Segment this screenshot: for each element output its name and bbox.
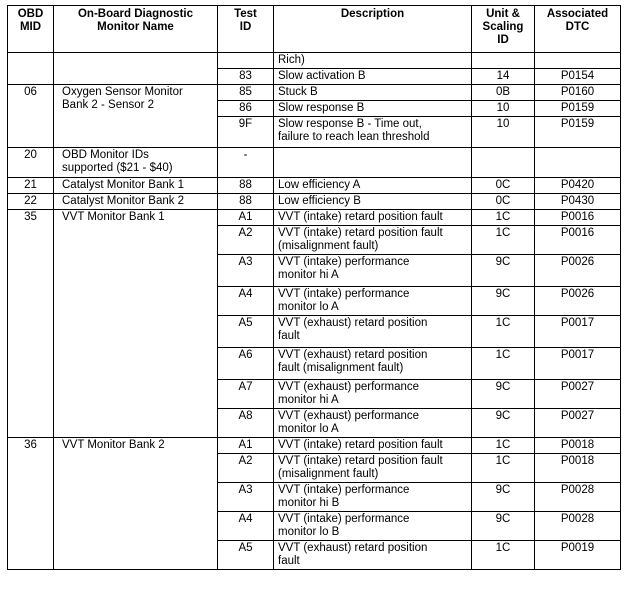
- cell-dtc: P0028: [535, 512, 621, 541]
- cell-description: Stuck B: [274, 85, 472, 101]
- cell-mid: 21: [8, 178, 54, 194]
- cell-monitor: Catalyst Monitor Bank 1: [54, 178, 218, 194]
- cell-test-id: A7: [218, 380, 274, 409]
- cell-test-id: 88: [218, 194, 274, 210]
- cell-test-id: A3: [218, 255, 274, 287]
- cell-mid: 06: [8, 85, 54, 148]
- cell-mid: 35: [8, 210, 54, 438]
- cell-description: VVT (exhaust) retard position fault: [274, 316, 472, 348]
- cell-dtc: P0018: [535, 454, 621, 483]
- cell-unit: 9C: [472, 287, 535, 316]
- header-row: [8, 6, 621, 53]
- cell-unit: 1C: [472, 438, 535, 454]
- cell-test-id: A3: [218, 483, 274, 512]
- cell-monitor: VVT Monitor Bank 2: [54, 438, 218, 570]
- header-unit-scaling: Unit & Scaling ID: [472, 6, 535, 53]
- cell-unit: 1C: [472, 348, 535, 380]
- cell-unit: 0C: [472, 178, 535, 194]
- cell-unit: 10: [472, 101, 535, 117]
- cell-dtc: P0017: [535, 316, 621, 348]
- cell-unit: [472, 148, 535, 178]
- cell-description: VVT (intake) performance monitor lo B: [274, 512, 472, 541]
- cell-test-id: A1: [218, 210, 274, 226]
- cell-dtc: P0026: [535, 255, 621, 287]
- cell-mid: 20: [8, 148, 54, 178]
- cell-description: Slow response B: [274, 101, 472, 117]
- table-row: [8, 85, 621, 101]
- cell-description: Slow activation B: [274, 69, 472, 85]
- cell-description: VVT (intake) performance monitor hi A: [274, 255, 472, 287]
- cell-dtc: P0016: [535, 226, 621, 255]
- cell-dtc: P0017: [535, 348, 621, 380]
- cell-description: VVT (intake) retard position fault (misalignment fault): [274, 226, 472, 255]
- cell-test-id: A5: [218, 541, 274, 570]
- table-row: [8, 210, 621, 226]
- cell-description: VVT (exhaust) retard position fault (misalignment fault): [274, 348, 472, 380]
- table-row: [8, 148, 621, 178]
- cell-description: VVT (intake) performance monitor lo A: [274, 287, 472, 316]
- cell-unit: [472, 53, 535, 69]
- cell-test-id: A6: [218, 348, 274, 380]
- cell-mid: 22: [8, 194, 54, 210]
- cell-dtc: P0159: [535, 101, 621, 117]
- header-mid: OBD MID: [8, 6, 54, 53]
- cell-dtc: P0028: [535, 483, 621, 512]
- cell-unit: 1C: [472, 541, 535, 570]
- cell-dtc: P0019: [535, 541, 621, 570]
- cell-test-id: 83: [218, 69, 274, 85]
- cell-unit: 1C: [472, 454, 535, 483]
- table-row: [8, 194, 621, 210]
- cell-test-id: A2: [218, 454, 274, 483]
- cell-dtc: P0420: [535, 178, 621, 194]
- cell-dtc: [535, 53, 621, 69]
- cell-test-id: 9F: [218, 117, 274, 148]
- cell-mid: 36: [8, 438, 54, 570]
- cell-unit: 10: [472, 117, 535, 148]
- cell-test-id: A4: [218, 512, 274, 541]
- cell-dtc: P0159: [535, 117, 621, 148]
- table-row: [8, 178, 621, 194]
- cell-description: [274, 148, 472, 178]
- cell-unit: 14: [472, 69, 535, 85]
- cell-unit: 9C: [472, 483, 535, 512]
- cell-test-id: A8: [218, 409, 274, 438]
- cell-unit: 0C: [472, 194, 535, 210]
- cell-description: VVT (exhaust) performance monitor hi A: [274, 380, 472, 409]
- cell-dtc: P0430: [535, 194, 621, 210]
- cell-description: VVT (exhaust) performance monitor lo A: [274, 409, 472, 438]
- cell-monitor: VVT Monitor Bank 1: [54, 210, 218, 438]
- header-dtc: Associated DTC: [535, 6, 621, 53]
- cell-description: VVT (exhaust) retard position fault: [274, 541, 472, 570]
- cell-unit: 9C: [472, 409, 535, 438]
- cell-dtc: P0018: [535, 438, 621, 454]
- cell-test-id: 88: [218, 178, 274, 194]
- cell-unit: 9C: [472, 255, 535, 287]
- cell-unit: 1C: [472, 210, 535, 226]
- cell-unit: 9C: [472, 512, 535, 541]
- header-description: Description: [274, 6, 472, 53]
- cell-dtc: P0027: [535, 380, 621, 409]
- cell-test-id: A4: [218, 287, 274, 316]
- cell-description: VVT (intake) retard position fault: [274, 438, 472, 454]
- cell-test-id: 86: [218, 101, 274, 117]
- cell-monitor: OBD Monitor IDs supported ($21 - $40): [54, 148, 218, 178]
- header-monitor: On-Board Diagnostic Monitor Name: [54, 6, 218, 53]
- cell-test-id: A2: [218, 226, 274, 255]
- cell-test-id: [218, 53, 274, 69]
- cell-dtc: P0154: [535, 69, 621, 85]
- cell-monitor: Catalyst Monitor Bank 2: [54, 194, 218, 210]
- cell-unit: 0B: [472, 85, 535, 101]
- cell-description: VVT (intake) retard position fault: [274, 210, 472, 226]
- header-test-id: Test ID: [218, 6, 274, 53]
- cell-test-id: 85: [218, 85, 274, 101]
- cell-dtc: P0016: [535, 210, 621, 226]
- cell-unit: 1C: [472, 316, 535, 348]
- table-row: [8, 438, 621, 454]
- cell-description: VVT (intake) performance monitor hi B: [274, 483, 472, 512]
- cell-dtc: P0026: [535, 287, 621, 316]
- cell-dtc: P0027: [535, 409, 621, 438]
- obd-monitor-table: [7, 5, 621, 570]
- table-row: [8, 53, 621, 69]
- cell-unit: 9C: [472, 380, 535, 409]
- cell-test-id: A1: [218, 438, 274, 454]
- cell-description: VVT (intake) retard position fault (misalignment fault): [274, 454, 472, 483]
- cell-monitor: [54, 53, 218, 85]
- cell-description: Low efficiency B: [274, 194, 472, 210]
- cell-mid: [8, 53, 54, 85]
- cell-test-id: A5: [218, 316, 274, 348]
- cell-description: Slow response B - Time out, failure to reach lean threshold: [274, 117, 472, 148]
- cell-monitor: Oxygen Sensor Monitor Bank 2 - Sensor 2: [54, 85, 218, 148]
- cell-test-id: -: [218, 148, 274, 178]
- cell-unit: 1C: [472, 226, 535, 255]
- cell-dtc: [535, 148, 621, 178]
- cell-description: Rich): [274, 53, 472, 69]
- cell-description: Low efficiency A: [274, 178, 472, 194]
- cell-dtc: P0160: [535, 85, 621, 101]
